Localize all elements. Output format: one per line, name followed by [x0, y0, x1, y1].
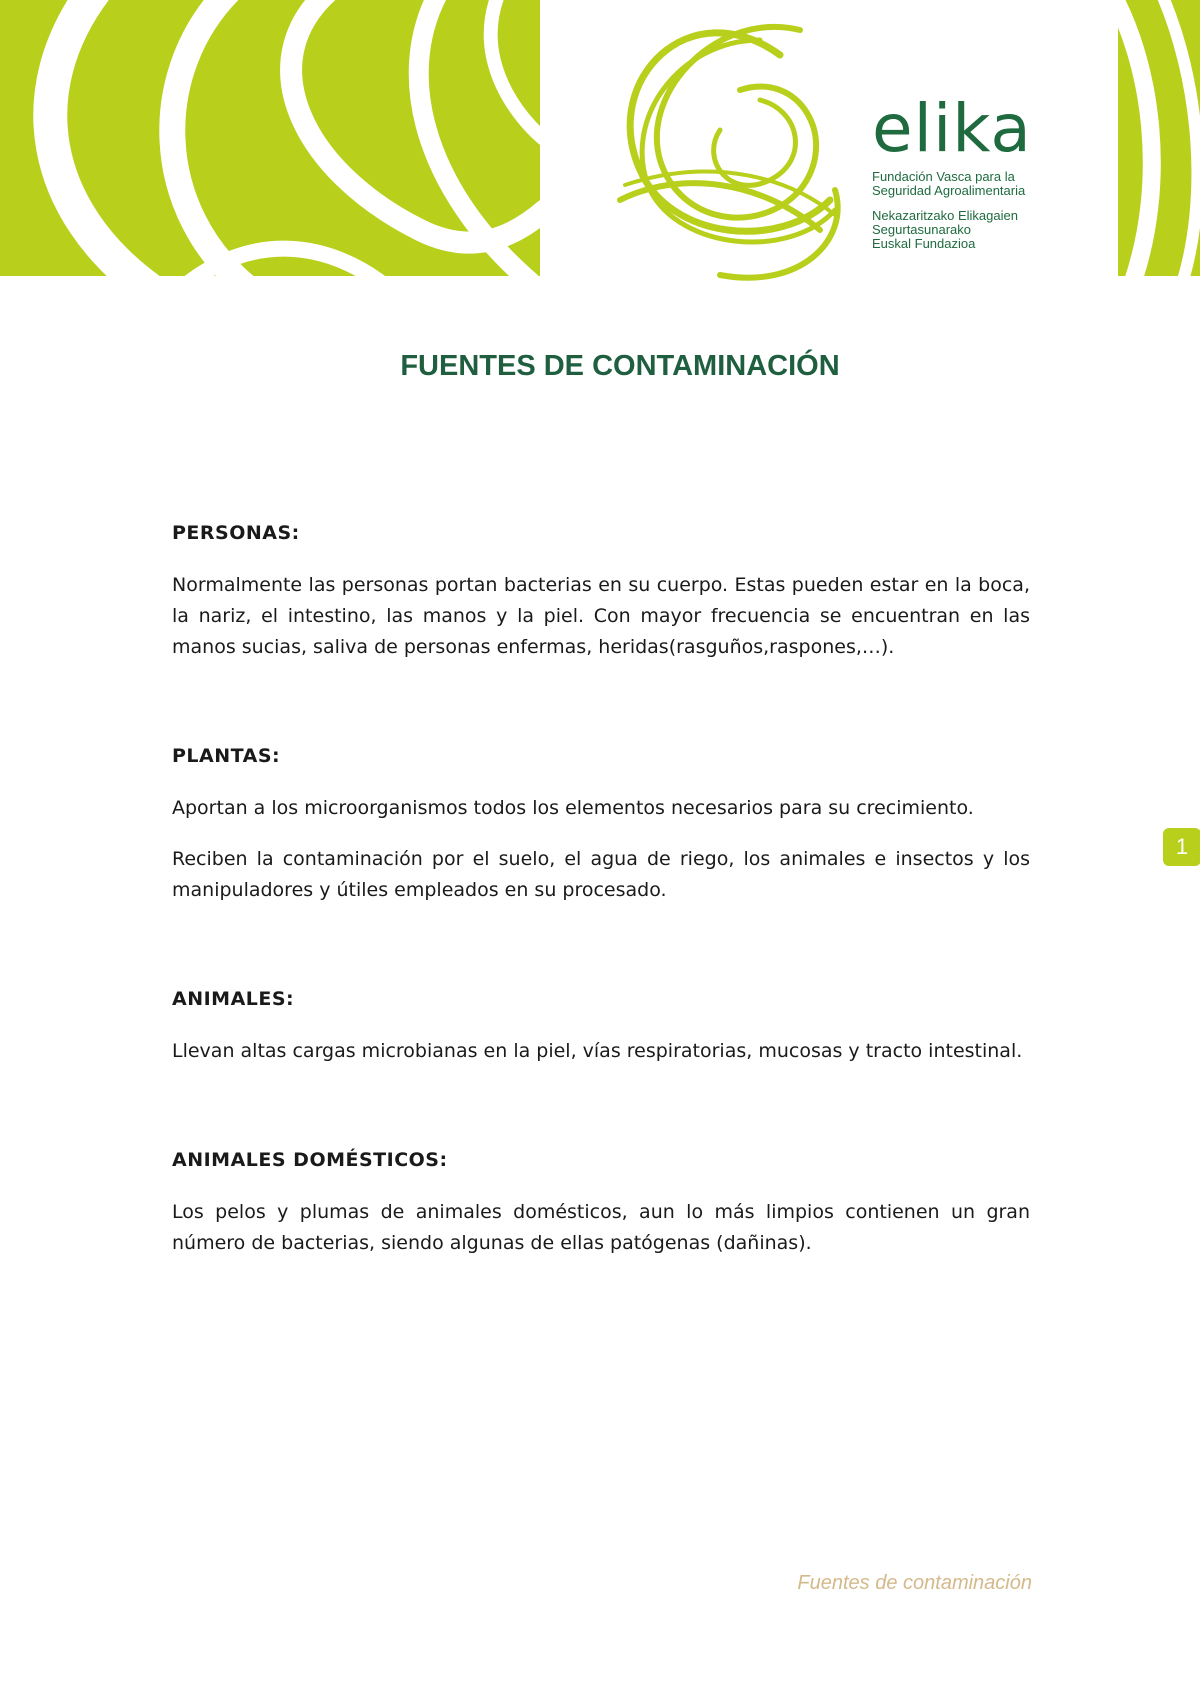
page-footer: Fuentes de contaminación — [797, 1572, 1032, 1594]
document-title: FUENTES DE CONTAMINACIÓN — [400, 350, 840, 382]
paragraph: Los pelos y plumas de animales domésticos, aun lo más limpios contienen un gran número de bacterias, siendo algunas de ellas patógenas (dañinas). — [172, 1201, 1030, 1254]
logo-subtitle-es — [872, 170, 1102, 198]
section-personas — [172, 520, 1030, 663]
section-plantas — [172, 743, 1030, 906]
section-heading: PLANTAS: — [172, 745, 281, 767]
section-animales — [172, 986, 1030, 1067]
paragraph: Aportan a los microorganismos todos los elementos necesarios para su crecimiento. — [172, 797, 974, 819]
document-body — [172, 520, 1030, 1279]
page-number-badge: 1 — [1163, 828, 1200, 866]
section-animales-domesticos — [172, 1147, 1030, 1259]
logo-line: Nekazaritzako Elikagaien — [872, 208, 1018, 223]
paragraph: Llevan altas cargas microbianas en la piel, vías respiratorias, mucosas y tracto intestinal. — [172, 1040, 1023, 1062]
section-heading: ANIMALES: — [172, 988, 295, 1010]
logo-line: Fundación Vasca para la — [872, 169, 1015, 184]
paragraph: Normalmente las personas portan bacterias en su cuerpo. Estas pueden estar en la boca, la nariz, el intestino, las manos y la piel. Con mayor frecuencia se encuentran en las manos sucias, saliva de personas enfermas, heridas(rasguños,raspones,…). — [172, 574, 1030, 658]
logo-line: Euskal Fundazioa — [872, 236, 976, 251]
section-heading: ANIMALES DOMÉSTICOS: — [172, 1149, 448, 1171]
logo-line: Seguridad Agroalimentaria — [872, 183, 1026, 198]
logo-line: Segurtasunarako — [872, 222, 972, 237]
header-banner — [0, 0, 1200, 282]
section-heading: PERSONAS: — [172, 522, 300, 544]
elika-logo — [872, 90, 1102, 251]
logo-wordmark: elika — [872, 90, 1032, 167]
paragraph: Reciben la contaminación por el suelo, el agua de riego, los animales e insectos y los manipuladores y útiles empleados en su procesado. — [172, 848, 1030, 901]
logo-subtitle-eu — [872, 209, 1102, 251]
